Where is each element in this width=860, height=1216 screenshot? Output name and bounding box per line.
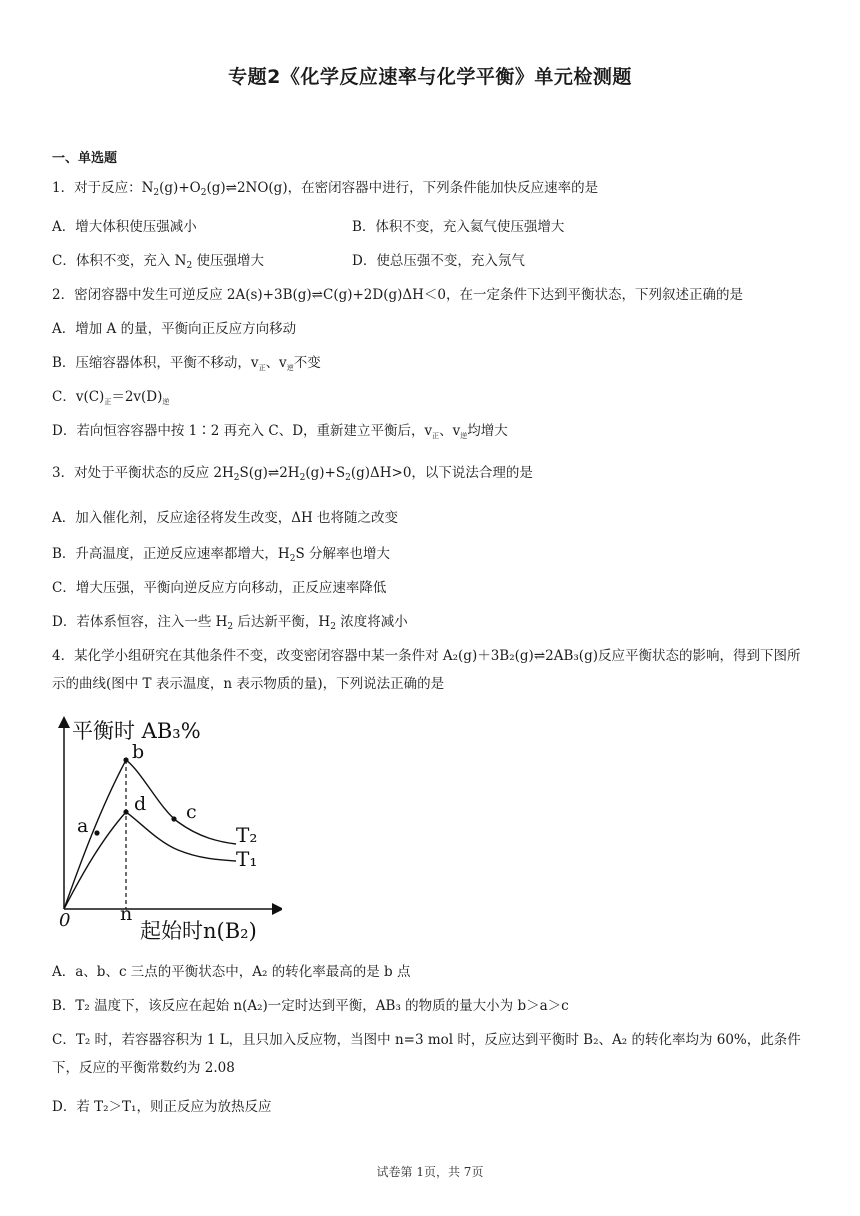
page-title: 专题2《化学反应速率与化学平衡》单元检测题	[228, 66, 632, 88]
page-footer: 试卷第 1页，共 7页	[376, 1165, 484, 1179]
question-2-option-a: A．增加 A 的量，平衡向正反应方向移动	[52, 321, 297, 337]
question-2-option-c: C．$v(C)_正=2v(D)_逆$	[52, 389, 170, 406]
question-3-option-c: C．增大压强，平衡向逆反应方向移动，正反应速率降低	[52, 580, 387, 596]
point-d	[123, 809, 128, 814]
x-axis-label: 起始时n(B₂)	[140, 919, 257, 943]
question-3-option-a: A．加入催化剂，反应途径将发生改变，ΔH 也将随之改变	[52, 510, 399, 526]
curve-t1	[64, 812, 236, 909]
question-2-option-b: B．压缩容器体积，平衡不移动，$v_正$、$v_逆$不变	[52, 355, 321, 372]
question-4-stem: 4．某化学小组研究在其他条件不变，改变密闭容器中某一条件对 A₂(g)＋3B₂(g)⇌2AB₃(g)反应平衡状态的影响，得到下图所示的曲线(图中 T 表示温度，n 表示物质的量)，下列说法正确的是	[52, 648, 801, 692]
origin-label: 0	[59, 910, 71, 931]
question-1-option-b: B．体积不变，充入氦气使压强增大	[352, 219, 565, 235]
curve-t1-label: T₁	[236, 847, 258, 871]
question-1-stem: 1．对于反应：$N_2(g)+O_2(g)\rightleftharpoons 2NO(g)$，在密闭容器中进行，下列条件能加快反应速率的是	[52, 180, 599, 198]
question-2-stem: 2．密闭容器中发生可逆反应 2A(s)+3B(g)⇌C(g)+2D(g)ΔH＜0，在一定条件下达到平衡状态，下列叙述正确的是	[52, 287, 744, 303]
point-c-label: c	[186, 801, 197, 823]
question-1-option-d: D．使总压强不变，充入氖气	[352, 253, 525, 269]
point-c	[171, 816, 176, 821]
question-4-option-c: C．T₂ 时，若容器容积为 1 L，且只加入反应物，当图中 n=3 mol 时，反应达到平衡时 B₂、A₂ 的转化率均为 60%，此条件下，反应的平衡常数约为 2.08	[52, 1032, 801, 1076]
section-heading: 一、单选题	[52, 151, 118, 166]
y-axis-label: 平衡时 AB₃%	[72, 719, 201, 743]
curve-t2	[64, 760, 236, 909]
n-label: n	[120, 903, 133, 925]
question-3-option-b: B．升高温度，正逆反应速率都增大，$H_2S$ 分解率也增大	[52, 546, 390, 564]
point-a-label: a	[77, 815, 89, 837]
question-4-option-b: B．T₂ 温度下，该反应在起始 n(A₂)一定时达到平衡，AB₃ 的物质的量大小为 b＞a＞c	[52, 998, 569, 1014]
question-4-option-d: D．若 T₂＞T₁，则正反应为放热反应	[52, 1099, 272, 1115]
question-3-option-d: D．若体系恒容，注入一些 $H_2$ 后达新平衡，$H_2$ 浓度将减小	[52, 614, 408, 632]
curve-t2-label: T₂	[236, 823, 258, 847]
question-3-stem: 3．对处于平衡状态的反应 $2H_2S(g)\rightleftharpoons 2H_2(g)+S_2(g)\Delta H>0$，以下说法合理的是	[52, 465, 533, 483]
point-b	[123, 757, 128, 762]
equilibrium-curve-figure	[50, 714, 282, 946]
point-b-label: b	[132, 741, 145, 763]
question-1-option-c: C．体积不变，充入 $N_2$ 使压强增大	[52, 253, 264, 271]
question-2-option-d: D．若向恒容容器中按 1∶2 再充入 C、D，重新建立平衡后，$v_正$、$v_逆$均增大	[52, 423, 508, 440]
point-a	[94, 830, 99, 835]
question-4-option-a: A．a、b、c 三点的平衡状态中，A₂ 的转化率最高的是 b 点	[52, 964, 411, 980]
question-1-option-a: A．增大体积使压强减小	[52, 219, 197, 235]
point-d-label: d	[134, 793, 147, 815]
